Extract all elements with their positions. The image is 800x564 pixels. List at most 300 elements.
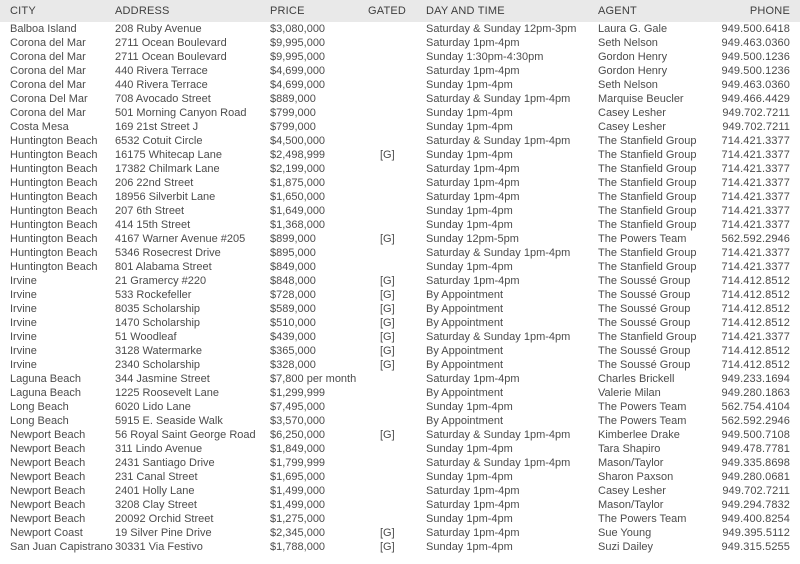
- cell-phone: 949.395.5112: [722, 527, 790, 539]
- cell-address: 5915 E. Seaside Walk: [115, 415, 223, 427]
- cell-agent: The Stanfield Group: [598, 331, 697, 343]
- cell-agent: The Powers Team: [598, 415, 687, 427]
- cell-phone: 949.500.6418: [721, 23, 790, 35]
- cell-agent: Laura G. Gale: [598, 23, 668, 35]
- cell-city: Irvine: [10, 331, 37, 343]
- cell-agent: Marquise Beucler: [598, 93, 684, 105]
- cell-phone: 562.754.4104: [721, 401, 790, 413]
- cell-address: 18956 Silverbit Lane: [115, 191, 216, 203]
- cell-agent: The Stanfield Group: [598, 163, 697, 175]
- cell-day-and-time: Saturday & Sunday 1pm-4pm: [426, 457, 571, 469]
- cell-city: Huntington Beach: [10, 191, 98, 203]
- cell-address: 207 6th Street: [115, 205, 185, 217]
- cell-city: Huntington Beach: [10, 177, 98, 189]
- cell-price: $899,000: [270, 233, 316, 245]
- cell-agent: Seth Nelson: [598, 79, 658, 91]
- cell-day-and-time: By Appointment: [426, 303, 504, 315]
- cell-phone: 714.421.3377: [721, 261, 790, 273]
- cell-agent: The Stanfield Group: [598, 135, 697, 147]
- cell-city: Newport Beach: [10, 471, 86, 483]
- cell-phone: 714.421.3377: [721, 205, 790, 217]
- cell-agent: The Soussé Group: [598, 275, 691, 287]
- col-header-gated: GATED: [368, 5, 407, 17]
- cell-day-and-time: Sunday 1pm-4pm: [426, 261, 513, 273]
- cell-phone: 714.421.3377: [721, 219, 790, 231]
- cell-gated: [368, 246, 426, 260]
- cell-phone: 949.335.8698: [721, 457, 790, 469]
- cell-city: Corona del Mar: [10, 37, 86, 49]
- cell-gated: [368, 470, 426, 484]
- cell-phone: 714.412.8512: [721, 359, 790, 371]
- cell-agent: The Stanfield Group: [598, 247, 697, 259]
- cell-day-and-time: Sunday 1:30pm-4:30pm: [426, 51, 544, 63]
- cell-gated: [G]: [380, 541, 395, 553]
- cell-price: $4,500,000: [270, 135, 326, 147]
- listing-row: [0, 64, 800, 78]
- cell-price: $2,345,000: [270, 527, 326, 539]
- cell-gated: [368, 386, 426, 400]
- cell-address: 414 15th Street: [115, 219, 191, 231]
- cell-agent: Tara Shapiro: [598, 443, 661, 455]
- cell-price: $9,995,000: [270, 51, 326, 63]
- cell-day-and-time: Sunday 1pm-4pm: [426, 121, 513, 133]
- cell-day-and-time: By Appointment: [426, 317, 504, 329]
- cell-agent: Mason/Taylor: [598, 499, 664, 511]
- cell-phone: 949.294.7832: [721, 499, 790, 511]
- cell-address: 17382 Chilmark Lane: [115, 163, 220, 175]
- listing-row: [0, 414, 800, 428]
- cell-gated: [368, 218, 426, 232]
- cell-city: Laguna Beach: [10, 373, 81, 385]
- cell-day-and-time: Sunday 12pm-5pm: [426, 233, 519, 245]
- cell-day-and-time: Sunday 1pm-4pm: [426, 471, 513, 483]
- cell-price: $799,000: [270, 121, 316, 133]
- listing-row: [0, 484, 800, 498]
- cell-gated: [368, 484, 426, 498]
- cell-address: 21 Gramercy #220: [115, 275, 207, 287]
- cell-city: Corona del Mar: [10, 79, 86, 91]
- cell-gated: [G]: [380, 289, 395, 301]
- cell-agent: The Stanfield Group: [598, 191, 697, 203]
- cell-address: 8035 Scholarship: [115, 303, 201, 315]
- cell-phone: 949.500.7108: [721, 429, 790, 441]
- cell-city: Long Beach: [10, 401, 69, 413]
- cell-phone: 949.280.0681: [721, 471, 790, 483]
- cell-gated: [G]: [380, 331, 395, 343]
- cell-address: 311 Lindo Avenue: [115, 443, 203, 455]
- cell-day-and-time: Saturday 1pm-4pm: [426, 65, 520, 77]
- cell-agent: The Stanfield Group: [598, 219, 697, 231]
- listing-row: [0, 176, 800, 190]
- cell-address: 6020 Lido Lane: [115, 401, 191, 413]
- cell-price: $439,000: [270, 331, 316, 343]
- listing-row: [0, 372, 800, 386]
- cell-agent: Casey Lesher: [598, 121, 666, 133]
- cell-price: $3,570,000: [270, 415, 326, 427]
- cell-price: $1,299,999: [270, 387, 326, 399]
- cell-price: $848,000: [270, 275, 316, 287]
- cell-agent: The Powers Team: [598, 401, 687, 413]
- cell-address: 208 Ruby Avenue: [115, 23, 202, 35]
- cell-address: 169 21st Street J: [115, 121, 199, 133]
- cell-day-and-time: Saturday 1pm-4pm: [426, 527, 520, 539]
- cell-agent: Sharon Paxson: [598, 471, 674, 483]
- cell-price: $365,000: [270, 345, 316, 357]
- cell-city: Huntington Beach: [10, 135, 98, 147]
- cell-price: $849,000: [270, 261, 316, 273]
- cell-gated: [G]: [380, 317, 395, 329]
- listing-row: [0, 456, 800, 470]
- col-header-city: CITY: [10, 5, 36, 17]
- cell-price: $4,699,000: [270, 65, 326, 77]
- cell-day-and-time: Sunday 1pm-4pm: [426, 79, 513, 91]
- cell-price: $1,499,000: [270, 485, 326, 497]
- cell-agent: Charles Brickell: [598, 373, 675, 385]
- cell-day-and-time: By Appointment: [426, 359, 504, 371]
- cell-day-and-time: Saturday & Sunday 12pm-3pm: [426, 23, 577, 35]
- table-header: [0, 0, 800, 22]
- cell-gated: [368, 162, 426, 176]
- cell-phone: 562.592.2946: [721, 233, 790, 245]
- cell-phone: 949.233.1694: [721, 373, 790, 385]
- cell-phone: 949.315.5255: [721, 541, 790, 553]
- cell-phone: 949.702.7211: [722, 107, 790, 119]
- listing-row: [0, 428, 800, 442]
- cell-agent: The Powers Team: [598, 233, 687, 245]
- listing-row: [0, 540, 800, 554]
- cell-address: 801 Alabama Street: [115, 261, 212, 273]
- cell-agent: Sue Young: [598, 527, 652, 539]
- listing-row: [0, 288, 800, 302]
- table-header-row: [0, 0, 800, 22]
- cell-city: Newport Beach: [10, 443, 86, 455]
- cell-address: 56 Royal Saint George Road: [115, 429, 256, 441]
- cell-city: Huntington Beach: [10, 149, 98, 161]
- cell-city: Costa Mesa: [10, 121, 69, 133]
- listing-row: [0, 92, 800, 106]
- cell-address: 3208 Clay Street: [115, 499, 197, 511]
- cell-phone: 949.463.0360: [721, 79, 790, 91]
- cell-day-and-time: Sunday 1pm-4pm: [426, 107, 513, 119]
- cell-address: 708 Avocado Street: [115, 93, 211, 105]
- cell-phone: 714.412.8512: [721, 345, 790, 357]
- cell-gated: [368, 134, 426, 148]
- listing-row: [0, 274, 800, 288]
- cell-day-and-time: Sunday 1pm-4pm: [426, 205, 513, 217]
- cell-address: 30331 Via Festivo: [115, 541, 203, 553]
- cell-gated: [368, 414, 426, 428]
- cell-address: 1470 Scholarship: [115, 317, 201, 329]
- cell-city: Huntington Beach: [10, 233, 98, 245]
- cell-price: $9,995,000: [270, 37, 326, 49]
- cell-price: $1,849,000: [270, 443, 326, 455]
- cell-city: Huntington Beach: [10, 205, 98, 217]
- cell-agent: Valerie Milan: [598, 387, 661, 399]
- cell-gated: [368, 106, 426, 120]
- cell-price: $328,000: [270, 359, 316, 371]
- cell-day-and-time: Sunday 1pm-4pm: [426, 219, 513, 231]
- cell-phone: 949.478.7781: [721, 443, 790, 455]
- cell-price: $4,699,000: [270, 79, 326, 91]
- cell-gated: [368, 78, 426, 92]
- cell-gated: [368, 36, 426, 50]
- cell-phone: 949.463.0360: [721, 37, 790, 49]
- listing-row: [0, 78, 800, 92]
- cell-city: Long Beach: [10, 415, 69, 427]
- cell-agent: Seth Nelson: [598, 37, 658, 49]
- cell-price: $895,000: [270, 247, 316, 259]
- cell-city: Newport Beach: [10, 499, 86, 511]
- listing-row: [0, 302, 800, 316]
- cell-gated: [G]: [380, 149, 395, 161]
- cell-city: Irvine: [10, 359, 37, 371]
- cell-city: Newport Beach: [10, 485, 86, 497]
- listing-row: [0, 36, 800, 50]
- cell-day-and-time: Saturday 1pm-4pm: [426, 275, 520, 287]
- cell-gated: [G]: [380, 527, 395, 539]
- listing-row: [0, 232, 800, 246]
- cell-city: Irvine: [10, 289, 37, 301]
- cell-gated: [368, 22, 426, 36]
- cell-phone: 714.412.8512: [721, 275, 790, 287]
- cell-address: 2340 Scholarship: [115, 359, 201, 371]
- cell-gated: [G]: [380, 429, 395, 441]
- cell-agent: The Soussé Group: [598, 289, 691, 301]
- cell-gated: [368, 372, 426, 386]
- listing-row: [0, 526, 800, 540]
- cell-price: $1,788,000: [270, 541, 326, 553]
- listing-row: [0, 344, 800, 358]
- cell-gated: [368, 92, 426, 106]
- cell-city: Newport Beach: [10, 429, 86, 441]
- cell-agent: The Stanfield Group: [598, 177, 697, 189]
- cell-address: 344 Jasmine Street: [115, 373, 210, 385]
- cell-phone: 714.412.8512: [721, 317, 790, 329]
- cell-gated: [G]: [380, 275, 395, 287]
- cell-gated: [G]: [380, 345, 395, 357]
- cell-gated: [368, 176, 426, 190]
- cell-city: Corona del Mar: [10, 65, 86, 77]
- table-body: [0, 22, 800, 554]
- cell-agent: The Stanfield Group: [598, 149, 697, 161]
- cell-phone: 714.421.3377: [721, 331, 790, 343]
- cell-city: Corona del Mar: [10, 51, 86, 63]
- cell-gated: [G]: [380, 233, 395, 245]
- cell-phone: 714.421.3377: [721, 177, 790, 189]
- cell-phone: 949.400.8254: [721, 513, 790, 525]
- listing-row: [0, 498, 800, 512]
- cell-price: $1,499,000: [270, 499, 326, 511]
- cell-price: $1,799,999: [270, 457, 326, 469]
- listing-row: [0, 246, 800, 260]
- listing-row: [0, 204, 800, 218]
- cell-city: Newport Beach: [10, 457, 86, 469]
- listing-row: [0, 134, 800, 148]
- cell-address: 6532 Cotuit Circle: [115, 135, 203, 147]
- cell-agent: Kimberlee Drake: [598, 429, 680, 441]
- cell-gated: [368, 512, 426, 526]
- cell-phone: 949.466.4429: [721, 93, 790, 105]
- cell-city: Irvine: [10, 317, 37, 329]
- listing-row: [0, 148, 800, 162]
- listing-row: [0, 358, 800, 372]
- cell-city: Laguna Beach: [10, 387, 81, 399]
- cell-price: $889,000: [270, 93, 316, 105]
- col-header-address: ADDRESS: [115, 5, 170, 17]
- cell-price: $1,275,000: [270, 513, 326, 525]
- cell-phone: 949.702.7211: [722, 485, 790, 497]
- cell-price: $1,368,000: [270, 219, 326, 231]
- cell-address: 1225 Roosevelt Lane: [115, 387, 219, 399]
- cell-price: $7,495,000: [270, 401, 326, 413]
- cell-agent: The Stanfield Group: [598, 205, 697, 217]
- cell-price: $7,800 per month: [270, 373, 357, 385]
- listing-row: [0, 442, 800, 456]
- cell-agent: Mason/Taylor: [598, 457, 664, 469]
- cell-phone: 949.500.1236: [721, 65, 790, 77]
- listing-row: [0, 22, 800, 36]
- cell-gated: [368, 260, 426, 274]
- cell-phone: 714.421.3377: [721, 247, 790, 259]
- cell-city: Huntington Beach: [10, 247, 98, 259]
- cell-address: 440 Rivera Terrace: [115, 79, 208, 91]
- cell-price: $728,000: [270, 289, 316, 301]
- cell-agent: Casey Lesher: [598, 485, 666, 497]
- listing-row: [0, 106, 800, 120]
- listing-row: [0, 386, 800, 400]
- cell-day-and-time: By Appointment: [426, 415, 504, 427]
- listing-row: [0, 120, 800, 134]
- cell-agent: The Stanfield Group: [598, 261, 697, 273]
- cell-day-and-time: Saturday & Sunday 1pm-4pm: [426, 135, 571, 147]
- cell-agent: Suzi Dailey: [598, 541, 654, 553]
- cell-gated: [368, 442, 426, 456]
- cell-phone: 949.702.7211: [722, 121, 790, 133]
- cell-day-and-time: Saturday 1pm-4pm: [426, 499, 520, 511]
- cell-day-and-time: Saturday 1pm-4pm: [426, 373, 520, 385]
- cell-day-and-time: By Appointment: [426, 345, 504, 357]
- cell-price: $6,250,000: [270, 429, 326, 441]
- cell-day-and-time: By Appointment: [426, 289, 504, 301]
- cell-day-and-time: Saturday & Sunday 1pm-4pm: [426, 429, 571, 441]
- cell-city: Huntington Beach: [10, 163, 98, 175]
- cell-address: 51 Woodleaf: [115, 331, 177, 343]
- cell-day-and-time: Saturday 1pm-4pm: [426, 37, 520, 49]
- cell-agent: The Powers Team: [598, 513, 687, 525]
- cell-day-and-time: Saturday & Sunday 1pm-4pm: [426, 331, 571, 343]
- cell-phone: 714.412.8512: [721, 289, 790, 301]
- cell-gated: [G]: [380, 303, 395, 315]
- cell-agent: The Soussé Group: [598, 345, 691, 357]
- cell-day-and-time: Saturday 1pm-4pm: [426, 191, 520, 203]
- cell-gated: [368, 456, 426, 470]
- cell-day-and-time: Saturday 1pm-4pm: [426, 177, 520, 189]
- cell-address: 2711 Ocean Boulevard: [115, 37, 227, 49]
- cell-city: Newport Coast: [10, 527, 83, 539]
- cell-day-and-time: Saturday 1pm-4pm: [426, 163, 520, 175]
- col-header-phone: PHONE: [749, 5, 790, 17]
- cell-price: $2,199,000: [270, 163, 326, 175]
- listing-row: [0, 400, 800, 414]
- listing-row: [0, 512, 800, 526]
- cell-phone: 714.421.3377: [721, 135, 790, 147]
- listing-row: [0, 50, 800, 64]
- cell-address: 19 Silver Pine Drive: [115, 527, 212, 539]
- listing-row: [0, 260, 800, 274]
- cell-gated: [G]: [380, 359, 395, 371]
- cell-city: Huntington Beach: [10, 261, 98, 273]
- cell-agent: The Soussé Group: [598, 317, 691, 329]
- cell-city: Huntington Beach: [10, 219, 98, 231]
- cell-day-and-time: Sunday 1pm-4pm: [426, 513, 513, 525]
- cell-day-and-time: Saturday & Sunday 1pm-4pm: [426, 93, 571, 105]
- cell-price: $1,695,000: [270, 471, 326, 483]
- cell-price: $799,000: [270, 107, 316, 119]
- cell-address: 440 Rivera Terrace: [115, 65, 208, 77]
- cell-city: Corona del Mar: [10, 107, 86, 119]
- col-header-price: PRICE: [270, 5, 305, 17]
- cell-address: 2401 Holly Lane: [115, 485, 195, 497]
- cell-address: 20092 Orchid Street: [115, 513, 214, 525]
- cell-phone: 949.500.1236: [721, 51, 790, 63]
- cell-gated: [368, 64, 426, 78]
- cell-agent: The Soussé Group: [598, 359, 691, 371]
- listing-row: [0, 218, 800, 232]
- cell-day-and-time: Sunday 1pm-4pm: [426, 443, 513, 455]
- cell-address: 2431 Santiago Drive: [115, 457, 215, 469]
- cell-address: 533 Rockefeller: [115, 289, 192, 301]
- cell-city: Irvine: [10, 345, 37, 357]
- cell-gated: [368, 400, 426, 414]
- cell-address: 4167 Warner Avenue #205: [115, 233, 246, 245]
- cell-gated: [368, 50, 426, 64]
- cell-address: 231 Canal Street: [115, 471, 198, 483]
- cell-phone: 714.412.8512: [721, 303, 790, 315]
- cell-day-and-time: Sunday 1pm-4pm: [426, 149, 513, 161]
- cell-gated: [368, 120, 426, 134]
- cell-gated: [368, 204, 426, 218]
- cell-address: 2711 Ocean Boulevard: [115, 51, 227, 63]
- col-header-day-and-time: DAY AND TIME: [426, 5, 505, 17]
- cell-price: $510,000: [270, 317, 316, 329]
- cell-city: Newport Beach: [10, 513, 86, 525]
- cell-phone: 714.421.3377: [721, 163, 790, 175]
- cell-price: $589,000: [270, 303, 316, 315]
- cell-agent: Casey Lesher: [598, 107, 666, 119]
- cell-gated: [368, 498, 426, 512]
- listing-row: [0, 470, 800, 484]
- cell-day-and-time: Sunday 1pm-4pm: [426, 541, 513, 553]
- cell-city: Corona Del Mar: [10, 93, 88, 105]
- cell-address: 206 22nd Street: [115, 177, 194, 189]
- cell-day-and-time: Saturday & Sunday 1pm-4pm: [426, 247, 571, 259]
- cell-address: 501 Morning Canyon Road: [115, 107, 247, 119]
- cell-day-and-time: Sunday 1pm-4pm: [426, 401, 513, 413]
- listing-row: [0, 316, 800, 330]
- cell-phone: 714.421.3377: [721, 191, 790, 203]
- cell-city: Balboa Island: [10, 23, 77, 35]
- cell-agent: The Soussé Group: [598, 303, 691, 315]
- cell-agent: Gordon Henry: [598, 51, 668, 63]
- cell-city: San Juan Capistrano: [10, 541, 113, 553]
- cell-day-and-time: Saturday 1pm-4pm: [426, 485, 520, 497]
- cell-phone: 562.592.2946: [721, 415, 790, 427]
- cell-price: $2,498,999: [270, 149, 326, 161]
- cell-agent: Gordon Henry: [598, 65, 668, 77]
- cell-address: 3128 Watermarke: [115, 345, 203, 357]
- cell-address: 16175 Whitecap Lane: [115, 149, 223, 161]
- cell-price: $1,649,000: [270, 205, 326, 217]
